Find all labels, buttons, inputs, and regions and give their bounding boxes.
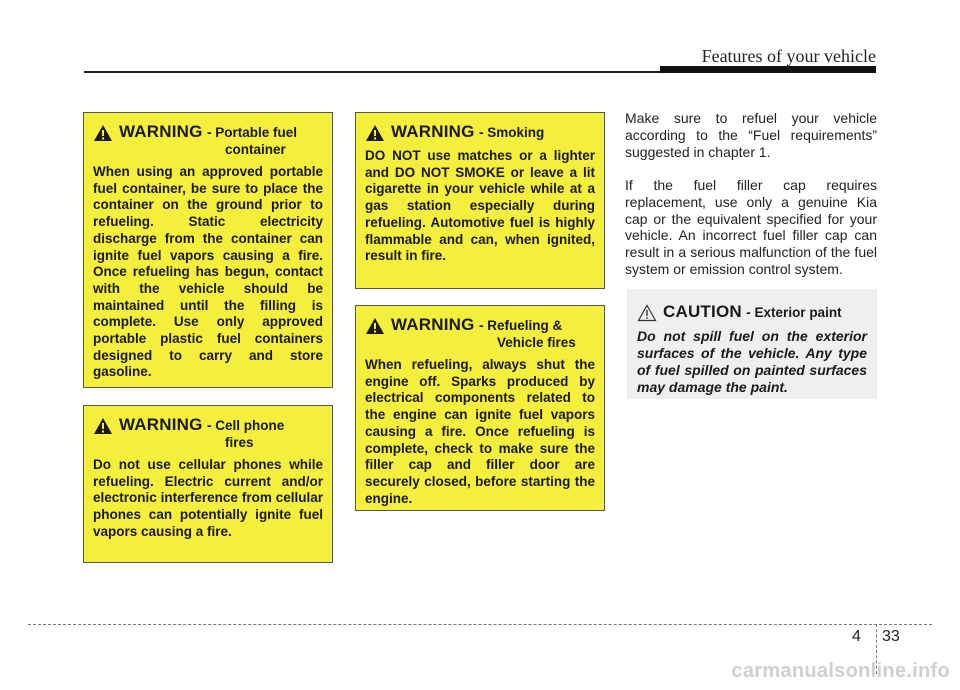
header-rule-accent (660, 66, 876, 73)
watermark: carmanualsonline.info (731, 660, 950, 682)
warning-subtitle: - Portable fuel (207, 125, 298, 140)
warning-heading (93, 416, 323, 451)
warning-refueling-box (355, 305, 605, 511)
warning-heading (365, 316, 595, 351)
caution-triangle-icon (637, 304, 657, 322)
warning-label: WARNING (119, 122, 203, 141)
warning-subtitle-line2: container (225, 142, 286, 157)
warning-body: Do not use cellular phones while refueling. Electric current and/or electronic interference from cellular phones can potentially ignite fuel vapors causing a fire. (93, 457, 323, 539)
warning-portable-fuel-box (83, 112, 333, 388)
caution-body: Do not spill fuel on the exterior surfaces of the vehicle. Any type of fuel spilled on painted surfaces may damage the paint. (637, 328, 867, 395)
warning-heading (93, 123, 323, 158)
page-section-title: Features of your vehicle (701, 46, 876, 66)
warning-triangle-icon (93, 124, 113, 142)
warning-triangle-icon (365, 317, 385, 335)
warning-subtitle-line2: Vehicle fires (497, 335, 576, 350)
warning-smoking-box (355, 112, 605, 289)
warning-triangle-icon (365, 124, 385, 142)
caution-label: CAUTION (663, 302, 742, 321)
warning-triangle-icon (93, 417, 113, 435)
chapter-number: 4 (852, 628, 861, 645)
warning-label: WARNING (119, 415, 203, 434)
warning-label: WARNING (391, 122, 475, 141)
warning-body: DO NOT use matches or a lighter and DO NOT SMOKE or leave a lit cigarette in your vehicle while at a gas station especially during refueling. Automotive fuel is highly flammable and can, when ignited, result in fire. (365, 148, 595, 264)
fuel-filler-cap-paragraph: If the fuel filler cap requires replacement, use only a genuine Kia cap or the equivalent specified for your vehicle. An incorrect fuel filler cap can result in a serious malfunction of the fuel system or emission control system. (625, 177, 877, 277)
footer-rule (28, 624, 932, 625)
warning-body: When using an approved portable fuel container, be sure to place the container on the ground prior to refueling. Static electricity discharge from the container can ignite fuel vapors causing a fire. Once refueling has begun, contact with the vehicle should be maintained until the filling is complete. Use only approved portable plastic fuel containers designed to carry and store gasoline. (93, 164, 323, 380)
warning-subtitle: - Cell phone (207, 418, 285, 433)
warning-subtitle-line2: fires (225, 435, 254, 450)
caution-heading (637, 303, 867, 322)
warning-subtitle: - Refueling & (479, 318, 563, 333)
warning-cell-phone-box (83, 405, 333, 563)
page-number: 33 (882, 628, 900, 645)
warning-body: When refueling, always shut the engine off. Sparks produced by electrical components related to the engine can ignite fuel vapors causing a fire. Once refueling is complete, check to make sure the filler cap and filler door are securely closed, before starting the engine. (365, 357, 595, 506)
warning-label: WARNING (391, 315, 475, 334)
caution-exterior-paint-box (627, 289, 877, 399)
refuel-requirements-paragraph: Make sure to refuel your vehicle according to the “Fuel requirements” suggested in chapter 1. (625, 110, 877, 160)
warning-heading (365, 123, 595, 142)
warning-subtitle: - Smoking (479, 125, 545, 140)
caution-subtitle: - Exterior paint (746, 305, 842, 320)
